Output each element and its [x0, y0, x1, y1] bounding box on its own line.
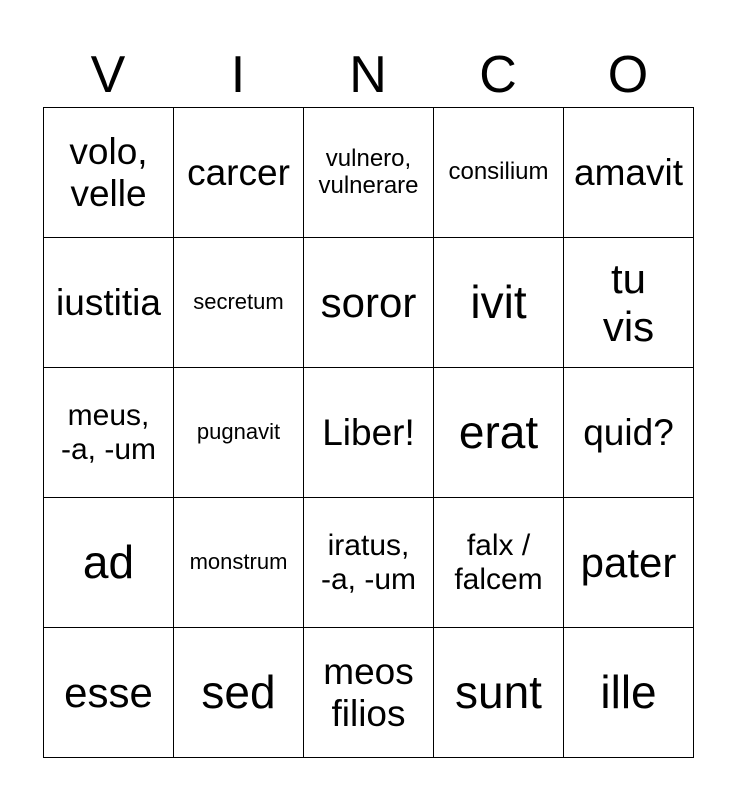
bingo-cell-r4-c0[interactable]: esse: [44, 628, 174, 758]
bingo-board: [43, 107, 694, 758]
header-letter-c: C: [479, 46, 517, 104]
header-letter-o: O: [607, 46, 649, 104]
bingo-cell-r4-c2[interactable]: meos filios: [304, 628, 434, 758]
bingo-header: [43, 44, 693, 106]
bingo-cell-r3-c2[interactable]: iratus, -a, -um: [304, 498, 434, 628]
bingo-cell-r0-c3[interactable]: consilium: [434, 108, 564, 238]
bingo-cell-r0-c1[interactable]: carcer: [174, 108, 304, 238]
bingo-cell-r2-c0[interactable]: meus, -a, -um: [44, 368, 174, 498]
bingo-cell-r1-c4[interactable]: tu vis: [564, 238, 694, 368]
bingo-cell-r2-c4[interactable]: quid?: [564, 368, 694, 498]
bingo-cell-r4-c1[interactable]: sed: [174, 628, 304, 758]
header-letter-v: V: [90, 46, 126, 104]
header-letter-i: I: [230, 46, 246, 104]
bingo-cell-r2-c1[interactable]: pugnavit: [174, 368, 304, 498]
bingo-cell-r3-c1[interactable]: monstrum: [174, 498, 304, 628]
header-letter-n: N: [349, 46, 387, 104]
bingo-cell-r0-c2[interactable]: vulnero, vulnerare: [304, 108, 434, 238]
bingo-cell-r3-c0[interactable]: ad: [44, 498, 174, 628]
bingo-cell-r0-c4[interactable]: amavit: [564, 108, 694, 238]
bingo-cell-r1-c2[interactable]: soror: [304, 238, 434, 368]
bingo-cell-r4-c3[interactable]: sunt: [434, 628, 564, 758]
bingo-cell-r3-c3[interactable]: falx / falcem: [434, 498, 564, 628]
bingo-cell-r1-c1[interactable]: secretum: [174, 238, 304, 368]
bingo-cell-r1-c3[interactable]: ivit: [434, 238, 564, 368]
bingo-cell-r4-c4[interactable]: ille: [564, 628, 694, 758]
bingo-cell-r2-c2[interactable]: Liber!: [304, 368, 434, 498]
bingo-cell-r0-c0[interactable]: volo, velle: [44, 108, 174, 238]
bingo-cell-r2-c3[interactable]: erat: [434, 368, 564, 498]
bingo-cell-r1-c0[interactable]: iustitia: [44, 238, 174, 368]
bingo-cell-r3-c4[interactable]: pater: [564, 498, 694, 628]
